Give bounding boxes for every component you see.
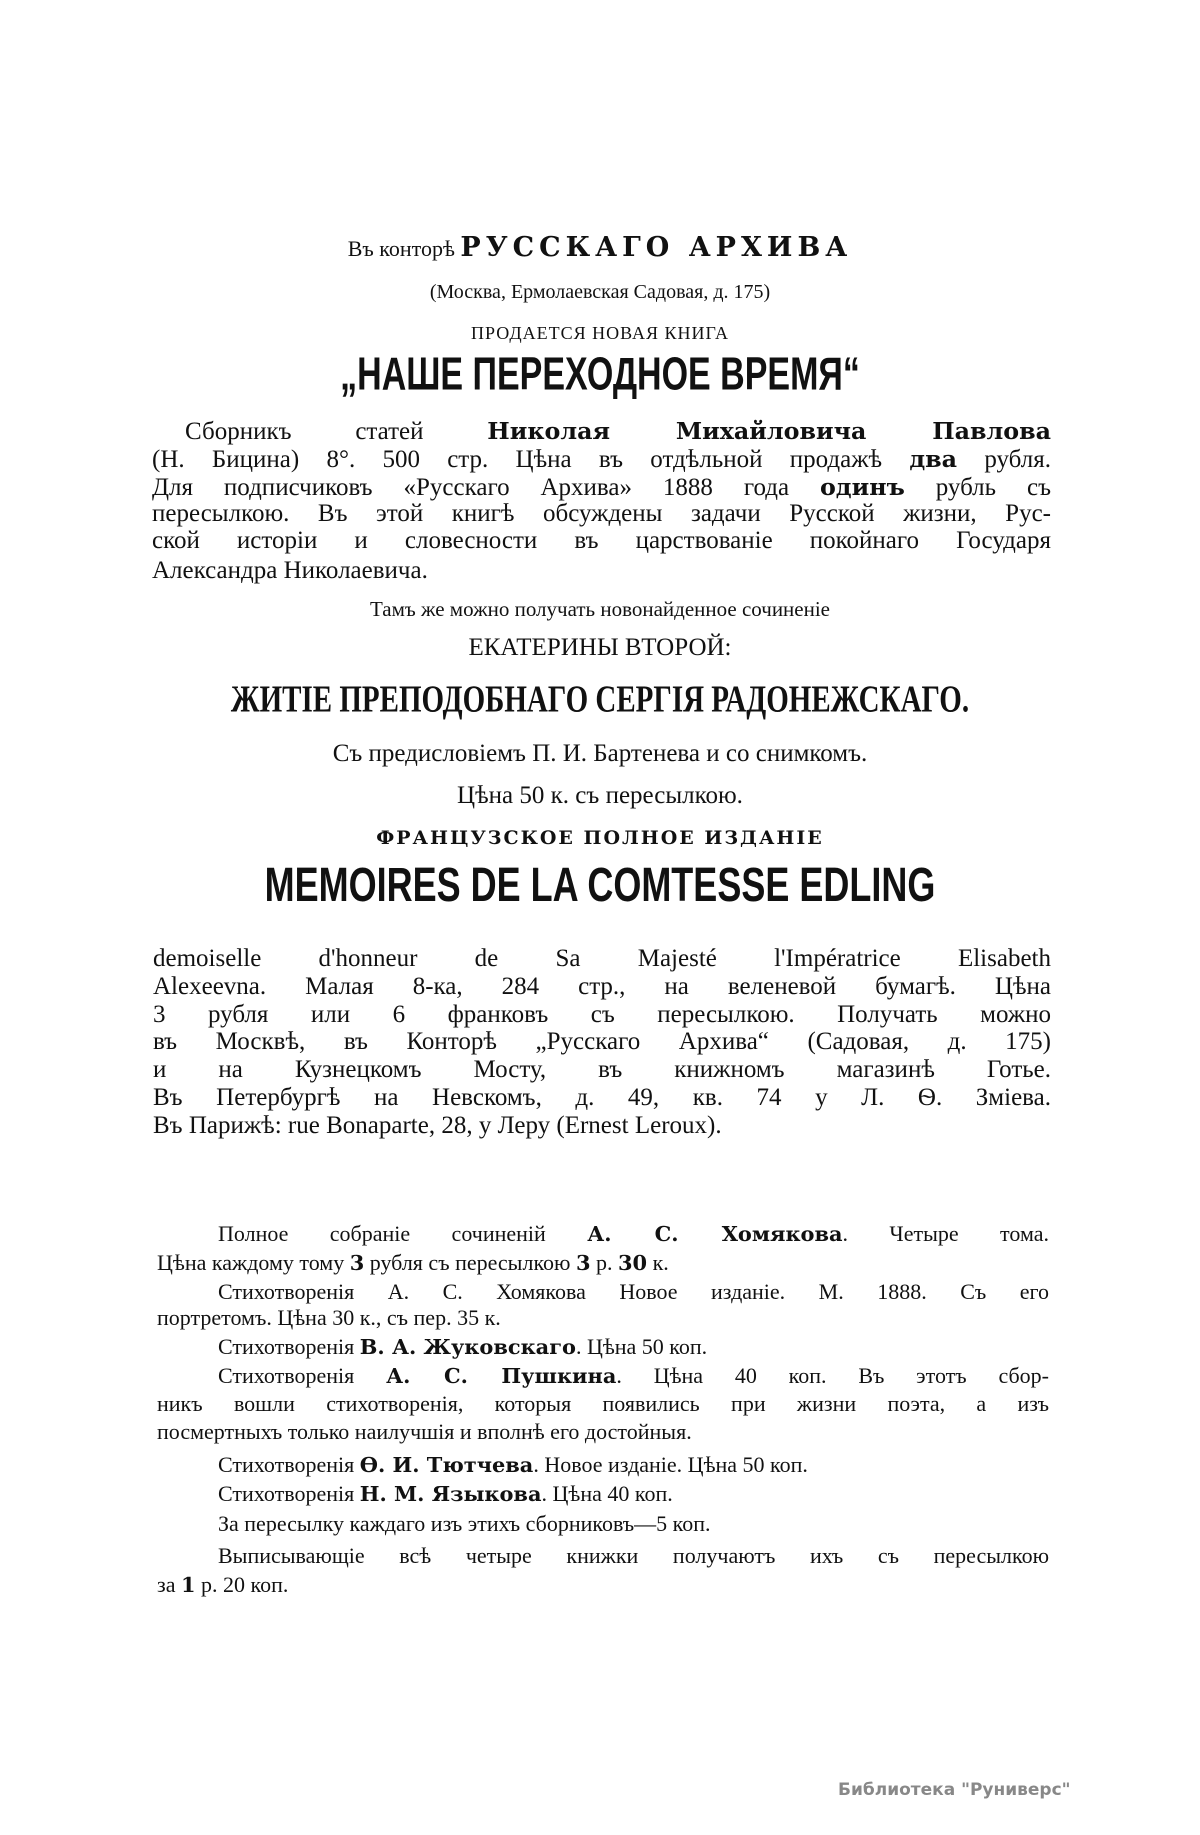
text-segment: и на Кузнецкомъ Мосту, въ книжномъ магазинѣ Готье.: [153, 1056, 1051, 1083]
text-line: [152, 526, 1051, 556]
header-line: [0, 232, 1200, 263]
memoirs-title-wrap: [0, 856, 1200, 912]
text-segment: Сборникъ статей: [185, 418, 488, 445]
text-segment: . Цѣна 40 коп.: [541, 1480, 673, 1506]
emphasized-text: Николая Михайловича Павлова: [487, 417, 1051, 445]
emphasized-text: 3: [575, 1249, 591, 1275]
text-segment: Стихотворенія: [218, 1362, 387, 1388]
emphasized-text: В. А. Жуковскаго: [359, 1333, 576, 1359]
text-segment: Для подписчиковъ «Русскаго Архива» 1888 года: [152, 474, 820, 501]
text-line: [157, 1250, 1049, 1276]
text-segment: . Цѣна 40 коп. Въ этотъ сбор-: [616, 1362, 1049, 1388]
text-line: [152, 556, 1051, 586]
address: (Москва, Ермолаевская Садовая, д. 175): [429, 281, 771, 303]
text-segment: посмертныхъ только наилучшія и вполнѣ его достойныя.: [157, 1418, 692, 1444]
price-note: Цѣна 50 к. съ пересылкою.: [457, 782, 743, 809]
text-line: [218, 1511, 1049, 1537]
text-line: [185, 416, 1051, 446]
emphasized-text: 1: [180, 1571, 196, 1597]
text-segment: ской исторіи и словесности въ царствованіе покойнаго Государя: [152, 527, 1051, 554]
text-segment: Alexeevna. Малая 8-ка, 284 стр., на веленевой бумагѣ. Цѣна: [153, 973, 1051, 1000]
text-segment: 3 рубля или 6 франковъ съ пересылкою. Получать можно: [153, 1001, 1051, 1028]
text-segment: Стихотворенія: [218, 1451, 360, 1477]
text-line: [157, 1419, 1049, 1445]
text-segment: к.: [647, 1249, 669, 1275]
also-available: Тамъ же можно получать новонайденное сочиненіе: [369, 597, 831, 621]
book-title-wrap: [0, 349, 1200, 401]
memoirs-title: MEMOIRES DE LA COMTESSE EDLING: [264, 856, 936, 912]
text-line: [218, 1279, 1049, 1305]
text-line: [152, 444, 1051, 474]
text-segment: р. 20 коп.: [195, 1571, 289, 1597]
text-segment: Стихотворенія: [218, 1333, 360, 1359]
text-segment: рубля съ пересылкою: [364, 1249, 576, 1275]
sale-notice: ПРОДАЕТСЯ НОВАЯ КНИГА: [471, 323, 729, 343]
text-segment: пересылкою. Въ этой книгѣ обсуждены задачи Русской жизни, Рус-: [152, 500, 1051, 527]
text-line: [153, 1055, 1051, 1085]
text-line: [218, 1363, 1049, 1389]
text-line: [152, 472, 1051, 502]
text-line: [153, 944, 1051, 974]
text-segment: Въ Петербургѣ на Невскомъ, д. 49, кв. 74 у Л. Ѳ. Зміева.: [153, 1084, 1051, 1111]
text-segment: рубля.: [957, 446, 1051, 473]
text-line: [218, 1221, 1049, 1247]
text-segment: Стихотворенія: [218, 1480, 360, 1506]
text-segment: За пересылку каждаго изъ этихъ сборниковъ—5 коп.: [218, 1510, 711, 1536]
text-line: [153, 972, 1051, 1002]
text-segment: . Новое изданіе. Цѣна 50 коп.: [533, 1451, 808, 1477]
text-line: [153, 1111, 1051, 1141]
work-title-wrap: [0, 679, 1200, 721]
text-segment: портретомъ. Цѣна 30 к., съ пер. 35 к.: [157, 1304, 501, 1330]
text-segment: въ Москвѣ, въ Конторѣ „Русскаго Архива“ (Садовая, д. 175): [153, 1028, 1051, 1055]
book-title: „НАШЕ ПЕРЕХОДНОЕ ВРЕМЯ“: [340, 349, 860, 401]
text-line: [218, 1481, 1049, 1507]
text-segment: р.: [590, 1249, 618, 1275]
emphasized-text: 30: [618, 1249, 648, 1275]
text-segment: (Н. Бицина) 8°. 500 стр. Цѣна въ отдѣльной продажѣ: [152, 446, 910, 473]
text-line: [218, 1543, 1049, 1569]
text-segment: рубль съ: [904, 474, 1051, 501]
text-line: [157, 1572, 1049, 1598]
text-line: [157, 1305, 1049, 1331]
text-line: [157, 1391, 1049, 1417]
text-segment: Выписывающіе всѣ четыре книжки получаютъ ихъ съ пересылкою: [218, 1542, 1049, 1568]
emphasized-text: Н. М. Языкова: [359, 1480, 542, 1506]
text-segment: Въ Парижѣ: rue Bonaparte, 28, у Леру (Ernest Leroux).: [153, 1112, 722, 1139]
author-name: ЕКАТЕРИНЫ ВТОРОЙ:: [468, 634, 732, 661]
text-segment: Цѣна каждому тому: [157, 1249, 350, 1275]
text-segment: Стихотворенія А. С. Хомякова Новое изданіе. М. 1888. Съ его: [218, 1278, 1049, 1304]
emphasized-text: два: [909, 445, 958, 473]
text-segment: demoiselle d'honneur de Sa Majesté l'Impératrice Elisabeth: [153, 945, 1051, 972]
emphasized-text: одинъ: [819, 473, 905, 501]
emphasized-text: 3: [349, 1249, 365, 1275]
emphasized-text: Ѳ. И. Тютчева: [359, 1451, 534, 1477]
text-segment: Полное собраніе сочиненій: [218, 1220, 588, 1246]
text-segment: . Цѣна 50 коп.: [575, 1333, 708, 1359]
library-watermark: Библиотека "Руниверс": [838, 1780, 1071, 1800]
text-segment: . Четыре тома.: [842, 1220, 1049, 1246]
text-line: [153, 1027, 1051, 1057]
emphasized-text: А. С. Пушкина: [386, 1362, 617, 1388]
publisher-title: РУССКАГО АРХИВА: [460, 232, 853, 263]
text-line: [218, 1334, 1049, 1360]
text-line: [153, 1083, 1051, 1113]
edition-note: ФРАНЦУЗСКОЕ ПОЛНОЕ ИЗДАНІЕ: [376, 827, 824, 849]
text-line: [152, 499, 1051, 529]
preface-note: Съ предисловіемъ П. И. Бартенева и со снимкомъ.: [332, 740, 868, 767]
text-line: [218, 1452, 1049, 1478]
text-line: [153, 1000, 1051, 1030]
text-segment: Александра Николаевича.: [152, 557, 428, 584]
header-prefix: Въ конторѣ: [347, 236, 455, 261]
text-segment: никъ вошли стихотворенія, которыя появились при жизни поэта, а изъ: [157, 1390, 1049, 1416]
work-title: ЖИТІЕ ПРЕПОДОБНАГО СЕРГІЯ РАДОНЕЖСКАГО.: [230, 679, 970, 721]
emphasized-text: А. С. Хомякова: [587, 1220, 843, 1246]
text-segment: за: [157, 1571, 181, 1597]
